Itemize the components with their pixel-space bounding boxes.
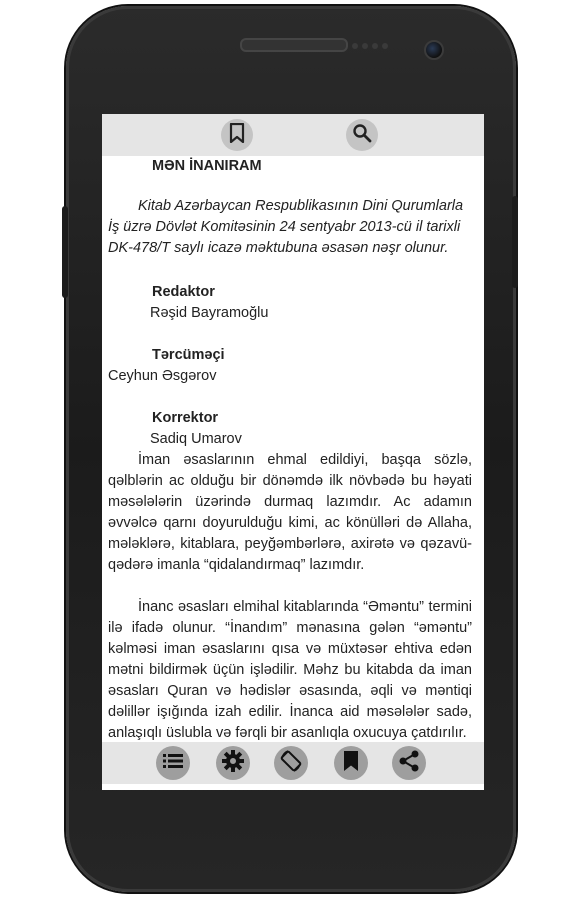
app-screen bbox=[102, 114, 484, 790]
power-button bbox=[512, 196, 518, 288]
translator-name: Ceyhun Əsgərov bbox=[108, 368, 217, 384]
book-title: MƏN İNANIRAM bbox=[152, 158, 262, 174]
bookmark-icon bbox=[343, 751, 359, 776]
translator-label: Tərcüməçi bbox=[152, 347, 225, 363]
publication-note: Kitab Azərbaycan Respublikasının Dini Qurumlarla İş üzrə Dövlət Komitəsinin 24 sentyabr 2013-cü il tarixli DK-478/T saylı icazə məktubuna əsasən nəşr olunur. bbox=[108, 198, 464, 256]
rotate-icon bbox=[279, 749, 303, 778]
share-button[interactable] bbox=[392, 746, 426, 780]
list-icon bbox=[163, 753, 183, 774]
reader-content bbox=[102, 156, 484, 790]
editor-label: Redaktor bbox=[152, 284, 215, 300]
settings-button[interactable] bbox=[216, 746, 250, 780]
bookmarks-button[interactable] bbox=[334, 746, 368, 780]
contents-button[interactable] bbox=[156, 746, 190, 780]
body-paragraph-1: İman əsaslarının ehmal edildiyi, başqa sözlə, qəlblərin ac olduğu bir dönəmdə ilk növbədə bu həyati məsələlərin üzərində durmaq lazımdır. Ac adamın əvvəlcə qarnı doyurulduğu kimi, ac könülləri də Allaha, mələklərə, kitablara, peyğəmbərlərə, axirətə və qəzavü-qədərə imanla “qidalandırmaq” lazımdır. bbox=[108, 452, 472, 573]
share-icon bbox=[398, 750, 420, 777]
search-button[interactable] bbox=[346, 119, 378, 151]
front-camera bbox=[424, 40, 444, 60]
search-icon bbox=[352, 123, 372, 148]
editor-name: Rəşid Bayramoğlu bbox=[150, 305, 269, 321]
bookmark-icon bbox=[229, 123, 245, 148]
rotate-screen-button[interactable] bbox=[274, 746, 308, 780]
proofreader-label: Korrektor bbox=[152, 410, 219, 426]
bottom-toolbar bbox=[102, 742, 484, 784]
proofreader-name: Sadiq Umarov bbox=[150, 431, 242, 447]
settings-icon bbox=[222, 750, 244, 777]
body-paragraph-2: İnanc əsasları elmihal kitablarında “Əməntu” termini ilə ifadə olunur. “İnandım” mənasına gələn “əməntu” kəlməsi iman əsaslarını qısa və müxtəsər ehtiva edən mətni bildirmək üçün işlədilir. Məhz bu kitabda da iman əsasları Quran və hədislər əsasında, əqli və məntiqi dəlillər işığında izah edilir. İnanca aid məsələlər sadə, anlaşıqlı üslubla və fərqli bir asanlıqla oxucuya çatdırılır. bbox=[108, 599, 472, 741]
top-toolbar bbox=[102, 114, 484, 156]
bookmark-button[interactable] bbox=[221, 119, 253, 151]
earpiece-speaker bbox=[240, 38, 348, 52]
volume-button bbox=[62, 206, 68, 298]
